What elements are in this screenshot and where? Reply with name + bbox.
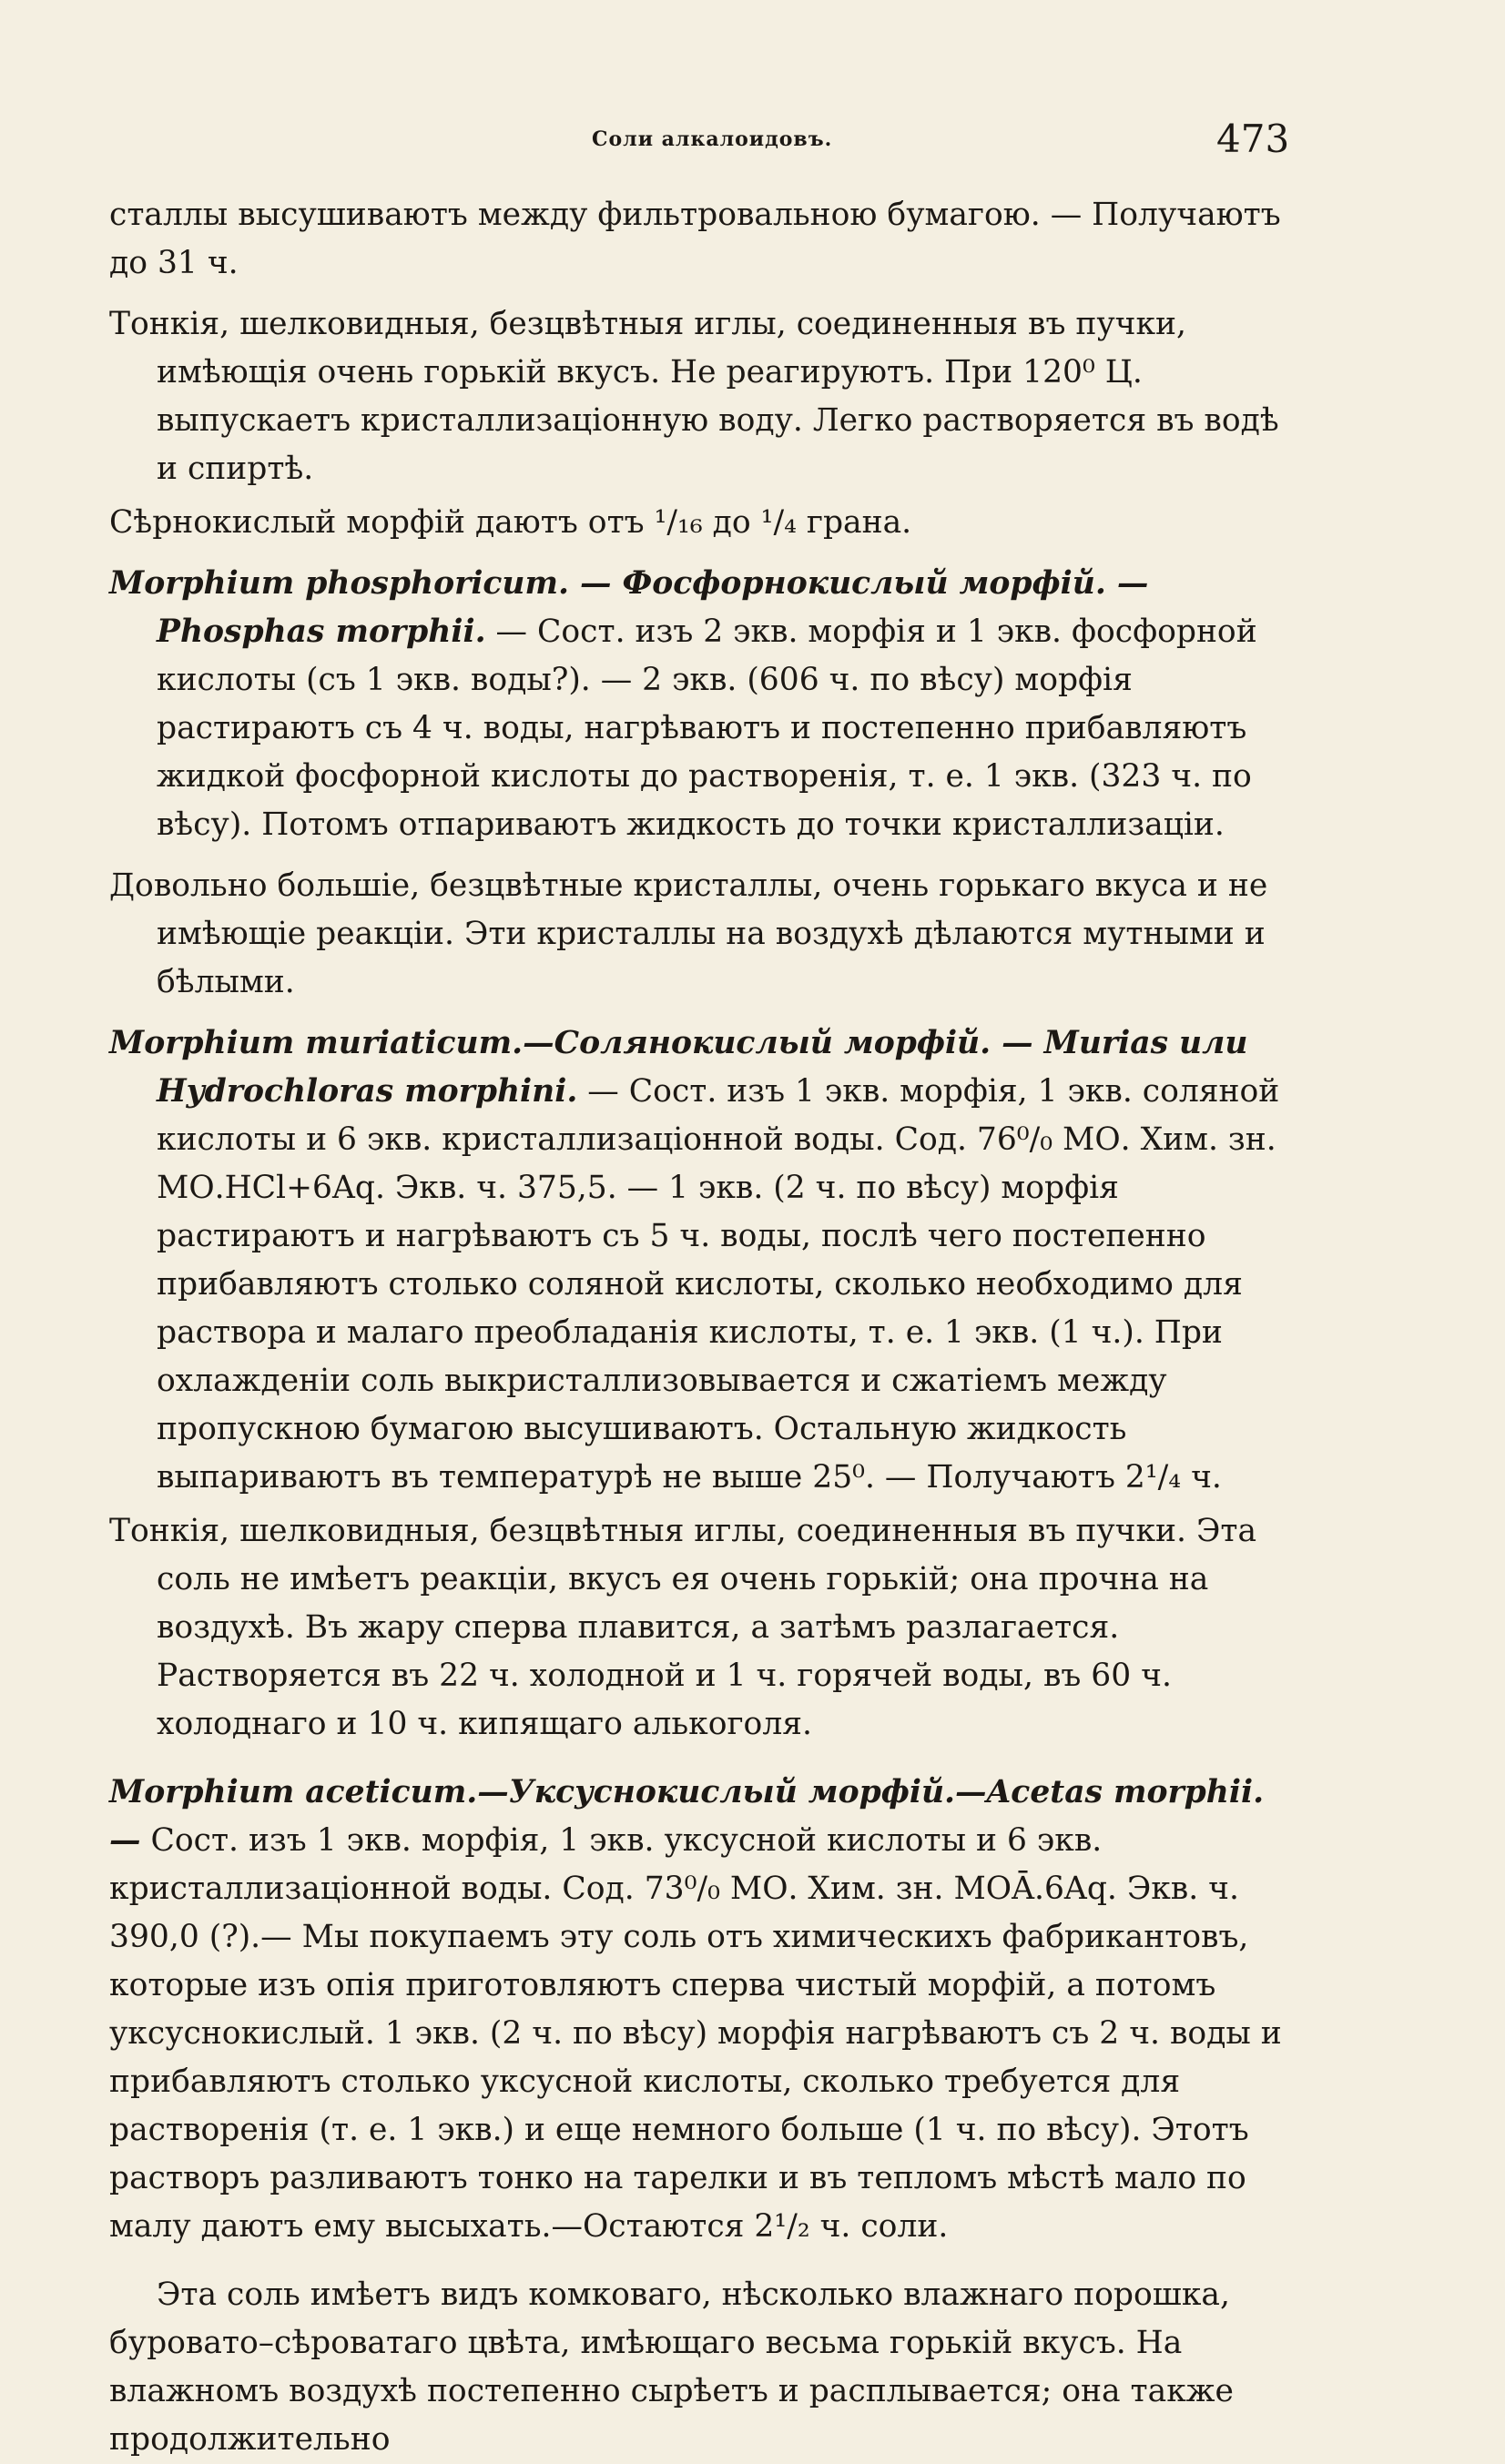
running-head <box>0 117 1505 171</box>
running-title: Соли алкалоидовъ. <box>592 127 833 151</box>
paragraph-phosphate-properties: Довольно большіе, безцвѣтные кристаллы, очень горькаго вкуса и не имѣющіе реакціи. Эти кристаллы на воздухѣ дѣлаются мутными и бѣлыми. <box>109 867 1268 1000</box>
body-text <box>109 191 1284 2464</box>
entry-text: — Сост. изъ 1 экв. морфія, 1 экв. соляной кислоты и 6 экв. кристаллизаціонной воды. Сод. 76⁰/₀ МО. Хим. зн. МО.HCl+6Aq. Экв. ч. 375,5. — 1 экв. (2 ч. по вѣсу) морфія растираютъ и нагрѣваютъ съ 5 ч. воды, послѣ чего постепенно прибавляютъ столько соляной кислоты, сколько необходимо для раствора и малаго преобладанія кислоты, т. е. 1 экв. (1 ч.). При охлажденіи соль выкристаллизовывается и сжатіемъ между пропускною бумагою высушиваютъ. Остальную жидкость выпариваютъ въ температурѣ не выше 25⁰. — Получаютъ 2¹/₄ ч. <box>157 1073 1280 1496</box>
entry-heading: Morphium muriaticum.—Солянокислый морфій. — Murias или Hydrochloras morphini. <box>109 1025 1248 1110</box>
paragraph-sulfate-properties: Тонкія, шелковидныя, безцвѣтныя иглы, соединенныя въ пучки, имѣющія очень горькій вкусъ. Не реагируютъ. При 120⁰ Ц. выпускаетъ кристаллизаціонную воду. Легко растворяется въ водѣ и спиртѣ. <box>109 306 1279 487</box>
entry-morphium-muriaticum <box>109 1019 1284 1502</box>
entry-heading: Morphium phosphoricum. — Фосфорнокислый морфій. — Phosphas morphii. <box>109 565 1149 650</box>
entry-heading: Morphium aceticum.—Уксуснокислый морфій.—Acetas morphii.— <box>109 1774 1265 1859</box>
page-number: 473 <box>1216 117 1290 161</box>
entry-morphium-aceticum <box>109 1769 1284 2251</box>
paragraph-acetate-properties: Эта соль имѣетъ видъ комковаго, нѣсколько влажнаго порошка, буровато–сѣроватаго цвѣта, имѣющаго весьма горькій вкусъ. На влажномъ воздухѣ постепенно сырѣетъ и расплывается; она также продолжительно <box>109 2276 1234 2458</box>
entry-text: Сост. изъ 1 экв. морфія, 1 экв. уксусной кислоты и 6 экв. кристаллизаціонной воды. Сод. 73⁰/₀ МО. Хим. зн. МОĀ.6Aq. Экв. ч. 390,0 (?).— Мы покупаемъ эту соль отъ химическихъ фабрикантовъ, которые изъ опія приготовляютъ сперва чистый морфій, а потомъ уксуснокислый. 1 экв. (2 ч. по вѣсу) морфія нагрѣваютъ съ 2 ч. воды и прибавляютъ столько уксусной кислоты, сколько требуется для растворенія (т. е. 1 экв.) и еще немного больше (1 ч. по вѣсу). Этотъ растворъ разливаютъ тонко на тарелки и въ тепломъ мѣстѣ мало по малу даютъ ему высыхать.—Остаются 2¹/₂ ч. соли. <box>109 1822 1282 2245</box>
paragraph-muriate-properties: Тонкія, шелковидныя, безцвѣтныя иглы, соединенныя въ пучки. Эта соль не имѣетъ реакціи, вкусъ ея очень горькій; она прочна на воздухѣ. Въ жару сперва плавится, а затѣмъ разлагается. Растворяется въ 22 ч. холодной и 1 ч. горячей воды, въ 60 ч. холоднаго и 10 ч. кипящаго алькоголя. <box>109 1513 1257 1742</box>
entry-text: — Сост. изъ 2 экв. морфія и 1 экв. фосфорной кислоты (съ 1 экв. воды?). — 2 экв. (606 ч. по вѣсу) морфія растираютъ съ 4 ч. воды, нагрѣваютъ и постепенно прибавляютъ жидкой фосфорной кислоты до растворенія, т. е. 1 экв. (323 ч. по вѣсу). Потомъ отпариваютъ жидкость до точки кристаллизаціи. <box>157 613 1257 843</box>
paragraph-continuation: сталлы высушиваютъ между фильтровальною бумагою. — Получаютъ до 31 ч. <box>109 197 1281 281</box>
paragraph-sulfate-dose: Сѣрнокислый морфій даютъ отъ ¹/₁₆ до ¹/₄ грана. <box>109 504 912 541</box>
entry-morphium-phosphoricum <box>109 560 1284 849</box>
